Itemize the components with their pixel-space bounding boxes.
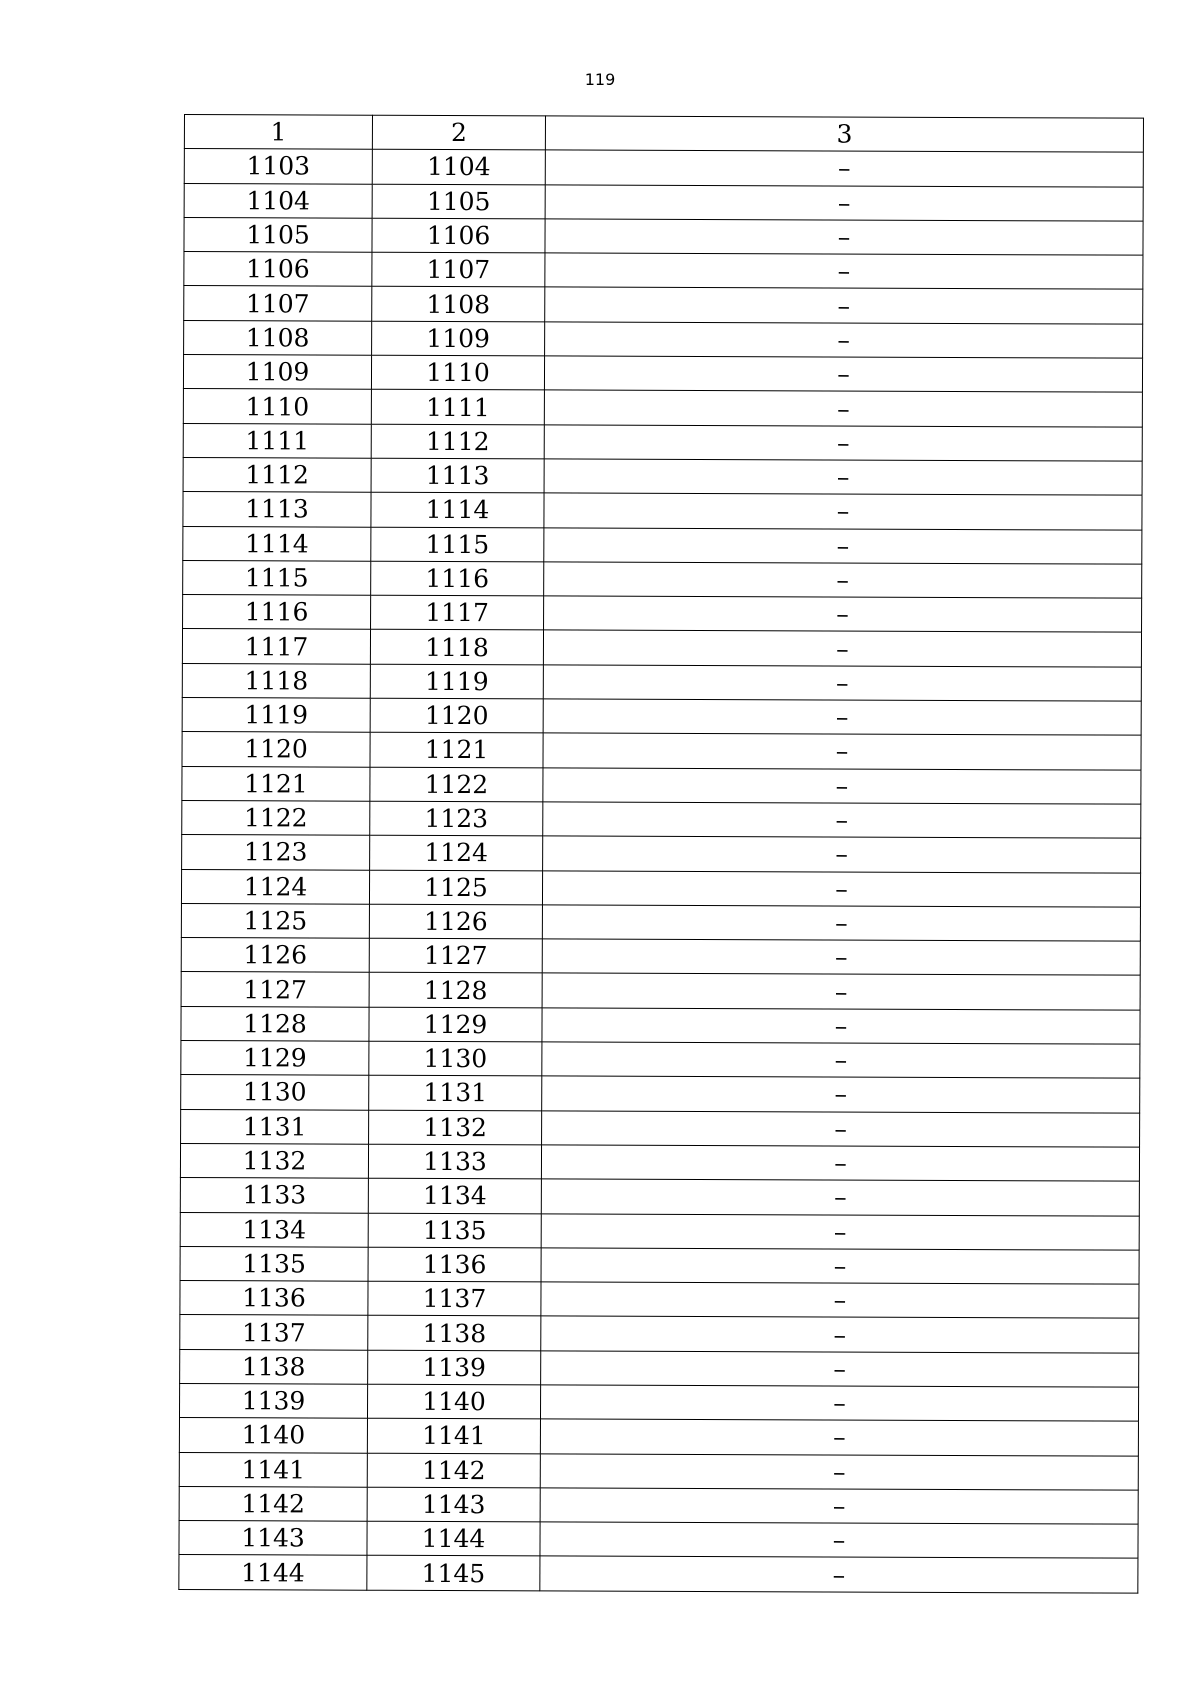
table-cell-col-1: 1112 — [183, 457, 371, 492]
table-cell-col-2: 1112 — [371, 424, 544, 459]
table-cell-col-2: 1110 — [371, 355, 544, 390]
table-row — [182, 800, 1141, 838]
table-cell-col-3: – — [542, 1076, 1140, 1113]
table-cell-col-3: – — [544, 527, 1142, 564]
table-cell-col-3: – — [541, 1145, 1139, 1182]
table-cell-col-1: 1108 — [184, 320, 372, 355]
table-cell-col-3: – — [540, 1385, 1138, 1422]
table-cell-col-2: 1122 — [370, 767, 543, 802]
table-cell-col-2: 1138 — [368, 1316, 541, 1351]
table-cell-col-2: 1135 — [368, 1213, 541, 1248]
table-cell-col-3: – — [541, 1316, 1139, 1353]
table-cell-col-2: 1106 — [372, 218, 545, 253]
table-cell-col-3: – — [543, 630, 1141, 667]
table-row — [183, 389, 1142, 427]
table-cell-col-3: – — [543, 836, 1141, 873]
table-cell-col-3: – — [545, 253, 1143, 290]
table-cell-col-2: 1116 — [371, 561, 544, 596]
table-cell-col-2: 1108 — [372, 287, 545, 322]
table-cell-col-3: – — [545, 287, 1143, 324]
table-cell-col-1: 1129 — [181, 1041, 369, 1076]
table-cell-col-1: 1139 — [179, 1383, 367, 1418]
table-cell-col-1: 1103 — [184, 149, 372, 184]
table-cell-col-1: 1143 — [179, 1521, 367, 1556]
table-row — [183, 526, 1142, 564]
table-cell-col-2: 1111 — [371, 390, 544, 425]
table-cell-col-1: 1127 — [181, 972, 369, 1007]
table-cell-col-2: 1109 — [372, 321, 545, 356]
table-cell-col-1: 1104 — [184, 183, 372, 218]
table-cell-col-1: 1110 — [183, 389, 371, 424]
table-cell-col-2: 1124 — [370, 835, 543, 870]
table-cell-col-2: 1120 — [370, 698, 543, 733]
table-cell-col-2: 1125 — [369, 870, 542, 905]
table-cell-col-3: – — [542, 1110, 1140, 1147]
table-row — [179, 1486, 1138, 1524]
table-cell-col-1: 1138 — [180, 1349, 368, 1384]
table-cell-col-2: 1126 — [369, 904, 542, 939]
table-row — [184, 252, 1143, 290]
table-cell-col-3: – — [542, 1042, 1140, 1079]
table-cell-col-2: 1132 — [369, 1110, 542, 1145]
table-cell-col-3: – — [541, 1351, 1139, 1388]
table-cell-col-1: 1132 — [180, 1143, 368, 1178]
table-cell-col-1: 1130 — [181, 1075, 369, 1110]
table-cell-col-1: 1141 — [179, 1452, 367, 1487]
table-row — [182, 766, 1141, 804]
table-cell-col-1: 1109 — [183, 355, 371, 390]
table-cell-col-1: 1144 — [179, 1555, 367, 1590]
table-cell-col-3: – — [540, 1419, 1138, 1456]
table-row — [181, 1075, 1140, 1113]
table-row — [180, 1281, 1139, 1319]
table-cell-col-3: – — [544, 562, 1142, 599]
table-cell-col-2: 1129 — [369, 1007, 542, 1042]
column-header-3: 3 — [545, 116, 1143, 153]
table-cell-col-3: – — [543, 733, 1141, 770]
table-cell-col-1: 1116 — [183, 595, 371, 630]
table-cell-col-3: – — [544, 493, 1142, 530]
table-row — [179, 1452, 1138, 1490]
table-header — [184, 115, 1143, 153]
column-header-2: 2 — [372, 115, 545, 150]
table-header-row — [184, 115, 1143, 153]
table-row — [179, 1555, 1138, 1593]
table-cell-col-3: – — [542, 1008, 1140, 1045]
table-cell-col-1: 1134 — [180, 1212, 368, 1247]
table-row — [182, 663, 1141, 701]
table-cell-col-2: 1121 — [370, 733, 543, 768]
table-cell-col-1: 1126 — [181, 938, 369, 973]
table-cell-col-1: 1135 — [180, 1246, 368, 1281]
table-cell-col-2: 1137 — [368, 1281, 541, 1316]
table-cell-col-1: 1119 — [182, 698, 370, 733]
table-cell-col-2: 1131 — [369, 1076, 542, 1111]
table-cell-col-1: 1140 — [179, 1418, 367, 1453]
table-row — [184, 286, 1143, 324]
table-cell-col-2: 1130 — [369, 1041, 542, 1076]
table-row — [180, 1349, 1139, 1387]
table-row — [184, 149, 1143, 187]
table-row — [181, 972, 1140, 1010]
table-cell-col-3: – — [544, 596, 1142, 633]
table-row — [180, 1178, 1139, 1216]
table-cell-col-2: 1134 — [368, 1178, 541, 1213]
table-cell-col-1: 1123 — [182, 835, 370, 870]
table-cell-col-3: – — [542, 870, 1140, 907]
table-cell-col-2: 1113 — [371, 458, 544, 493]
table-cell-col-1: 1131 — [181, 1109, 369, 1144]
table-cell-col-1: 1105 — [184, 217, 372, 252]
table-row — [180, 1143, 1139, 1181]
table-row — [181, 1109, 1140, 1147]
table-cell-col-1: 1107 — [184, 286, 372, 321]
table-cell-col-2: 1114 — [371, 492, 544, 527]
table-row — [184, 217, 1143, 255]
table-row — [179, 1418, 1138, 1456]
table-cell-col-1: 1115 — [183, 560, 371, 595]
table-cell-col-2: 1141 — [367, 1418, 540, 1453]
column-header-1: 1 — [184, 115, 372, 150]
table-cell-col-3: – — [542, 939, 1140, 976]
table-row — [182, 629, 1141, 667]
table-cell-col-3: – — [542, 905, 1140, 942]
table-cell-col-3: – — [541, 1179, 1139, 1216]
table-cell-col-2: 1115 — [371, 527, 544, 562]
table-row — [179, 1383, 1138, 1421]
table-row — [184, 183, 1143, 221]
table-cell-col-1: 1133 — [180, 1178, 368, 1213]
table-cell-col-3: – — [544, 356, 1142, 393]
table-cell-col-3: – — [540, 1556, 1138, 1593]
table-cell-col-1: 1120 — [182, 732, 370, 767]
table-cell-col-2: 1142 — [367, 1453, 540, 1488]
data-table — [178, 114, 1144, 1593]
table-cell-col-1: 1117 — [182, 629, 370, 664]
table-body — [179, 149, 1144, 1593]
table-cell-col-3: – — [543, 802, 1141, 839]
table-cell-col-3: – — [544, 390, 1142, 427]
table-row — [183, 560, 1142, 598]
table-cell-col-2: 1104 — [372, 150, 545, 185]
table-cell-col-1: 1106 — [184, 252, 372, 287]
table-cell-col-2: 1105 — [372, 184, 545, 219]
table-row — [182, 698, 1141, 736]
table-cell-col-2: 1144 — [367, 1521, 540, 1556]
table-row — [182, 732, 1141, 770]
table-row — [181, 1006, 1140, 1044]
table-cell-col-3: – — [544, 425, 1142, 462]
table-cell-col-1: 1125 — [181, 903, 369, 938]
table-row — [181, 903, 1140, 941]
table-cell-col-2: 1119 — [370, 664, 543, 699]
table-cell-col-2: 1139 — [368, 1350, 541, 1385]
table-cell-col-3: – — [542, 973, 1140, 1010]
table-cell-col-3: – — [545, 322, 1143, 359]
table-row — [180, 1246, 1139, 1284]
table-row — [180, 1212, 1139, 1250]
table-cell-col-3: – — [540, 1522, 1138, 1559]
table-cell-col-2: 1118 — [370, 630, 543, 665]
page-number: 119 — [584, 70, 616, 89]
table-cell-col-2: 1117 — [371, 595, 544, 630]
table-cell-col-2: 1145 — [367, 1556, 540, 1591]
table-row — [181, 869, 1140, 907]
table-row — [181, 938, 1140, 976]
table-cell-col-2: 1123 — [370, 801, 543, 836]
table-cell-col-2: 1127 — [369, 938, 542, 973]
table-cell-col-3: – — [543, 665, 1141, 702]
table-cell-col-3: – — [540, 1453, 1138, 1490]
table-row — [183, 355, 1142, 393]
table-cell-col-3: – — [541, 1282, 1139, 1319]
table-cell-col-2: 1140 — [367, 1384, 540, 1419]
table-cell-col-3: – — [545, 184, 1143, 221]
table-cell-col-3: – — [543, 699, 1141, 736]
table-cell-col-1: 1142 — [179, 1486, 367, 1521]
table-cell-col-2: 1136 — [368, 1247, 541, 1282]
table-cell-col-3: – — [545, 219, 1143, 256]
table-row — [183, 595, 1142, 633]
table-cell-col-1: 1111 — [183, 423, 371, 458]
table-row — [182, 835, 1141, 873]
table-cell-col-1: 1124 — [181, 869, 369, 904]
table-cell-col-2: 1133 — [368, 1144, 541, 1179]
table-cell-col-3: – — [541, 1213, 1139, 1250]
table-cell-col-1: 1114 — [183, 526, 371, 561]
table-row — [183, 457, 1142, 495]
table-cell-col-3: – — [541, 1248, 1139, 1285]
table-row — [184, 320, 1143, 358]
table-cell-col-1: 1128 — [181, 1006, 369, 1041]
table-cell-col-1: 1118 — [182, 663, 370, 698]
table-cell-col-2: 1107 — [372, 252, 545, 287]
table-row — [181, 1041, 1140, 1079]
table-cell-col-1: 1122 — [182, 800, 370, 835]
table-cell-col-2: 1143 — [367, 1487, 540, 1522]
table-cell-col-2: 1128 — [369, 973, 542, 1008]
table-cell-col-1: 1113 — [183, 492, 371, 527]
table-cell-col-3: – — [544, 459, 1142, 496]
table-cell-col-3: – — [545, 150, 1143, 187]
table-row — [180, 1315, 1139, 1353]
table-row — [179, 1521, 1138, 1559]
table-cell-col-3: – — [543, 768, 1141, 805]
table-row — [183, 492, 1142, 530]
table-cell-col-3: – — [540, 1488, 1138, 1525]
table-row — [183, 423, 1142, 461]
table-cell-col-1: 1136 — [180, 1281, 368, 1316]
table-cell-col-1: 1137 — [180, 1315, 368, 1350]
table-cell-col-1: 1121 — [182, 766, 370, 801]
